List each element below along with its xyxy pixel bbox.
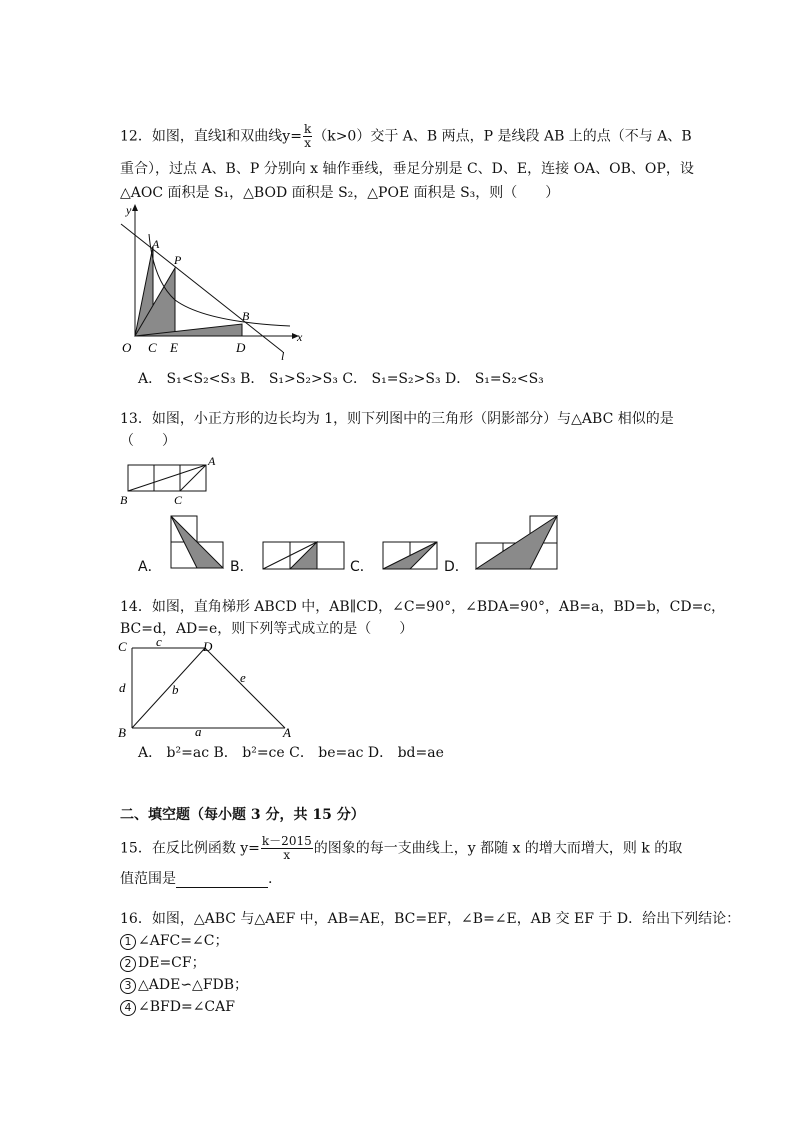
circled-number: 3: [120, 978, 136, 994]
q16-item-2: 2 DE=CF；: [120, 954, 206, 972]
q12-options: A． S₁<S₂<S₃ B． S₁>S₂>S₃ C． S₁=S₂>S₃ D． S₁=S₂<S₃: [138, 371, 544, 387]
q16-item-1: 1 ∠AFC=∠C；: [120, 932, 228, 950]
fig-label-b: B: [242, 309, 250, 323]
segment-bd: [132, 648, 205, 728]
fig-label-a-side: a: [195, 724, 202, 739]
side-ba: [128, 465, 206, 491]
circled-number: 1: [120, 934, 136, 950]
grid-cell: [263, 542, 290, 569]
circled-number: 4: [120, 1000, 136, 1016]
q13-option-d-figure: [475, 515, 559, 571]
fig-label-o: O: [122, 340, 132, 355]
q13-line2: （ ）: [120, 433, 176, 449]
fig-label-p: P: [174, 253, 182, 267]
q14-options: A． b²=ac B． b²=ce C． be=ac D． bd=ae: [138, 745, 444, 761]
q12-line2: 重合），过点 A、B、P 分别向 x 轴作垂线，垂足分别是 C、D、E，连接 OA、OB、OP，设: [120, 161, 694, 177]
fig-label-e-side: e: [240, 670, 246, 685]
q13-option-a-label: A．: [138, 559, 162, 575]
q14-line1: 14．如图，直角梯形 ABCD 中，AB∥CD，∠C=90°，∠BDA=90°，AB=a，BD=b，CD=c，: [120, 599, 726, 615]
q12-fraction: $\frac{k}{x}$: [303, 122, 312, 150]
segment-da: [205, 648, 285, 728]
fig-label-d: D: [203, 639, 213, 654]
q16-item-4: 4 ∠BFD=∠CAF: [120, 998, 235, 1016]
y-axis-arrow: [132, 204, 138, 211]
fig-label-b: B: [118, 725, 126, 740]
fig-label-a: A: [208, 455, 216, 468]
fig-label-y: y: [126, 203, 132, 217]
q12-line1: 12．如图，直线l和双曲线y= $\frac{k}{x}$ （k>0）交于 A、B 两点，P 是线段 AB 上的点（不与 A、B: [120, 122, 692, 150]
q13-option-d-label: D．: [444, 559, 469, 575]
section-heading: 二、填空题（每小题 3 分，共 15 分）: [120, 807, 365, 823]
fig-label-b: B: [120, 493, 128, 507]
fig-label-c: C: [118, 639, 127, 654]
fig-label-c: C: [174, 493, 183, 507]
answer-blank[interactable]: [176, 873, 268, 888]
fig-label-l: l: [281, 349, 285, 363]
q13-option-b-figure: [262, 541, 346, 571]
fig-label-c-side: c: [156, 636, 162, 649]
circled-number: 2: [120, 956, 136, 972]
fig-label-d-side: d: [119, 680, 126, 695]
triangle-poe: [135, 268, 175, 336]
q13-reference-figure: [118, 455, 228, 510]
q12-figure: [115, 200, 315, 365]
q16-line1: 16．如图，△ABC 与△AEF 中，AB=AE，BC=EF，∠B=∠E，AB 交 EF 于 D．给出下列结论：: [120, 911, 741, 927]
q13-option-b-label: B．: [230, 559, 254, 575]
fig-label-d: D: [236, 340, 246, 355]
grid-cell: [317, 542, 344, 569]
q13-option-c-figure: [382, 541, 440, 571]
fig-label-x: x: [297, 330, 303, 344]
q12-line3: △AOC 面积是 S₁，△BOD 面积是 S₂，△POE 面积是 S₃，则（ ）: [120, 185, 560, 201]
q13-line1: 13．如图，小正方形的边长均为 1，则下列图中的三角形（阴影部分）与△ABC 相似的是: [120, 411, 674, 427]
q15-fraction: $\frac{k-2015}{x}$: [261, 834, 312, 862]
fig-label-a: A: [152, 237, 160, 251]
fig-label-c: C: [148, 340, 157, 355]
fig-label-a: A: [283, 725, 291, 740]
fig-label-b-side: b: [172, 682, 179, 697]
q14-figure: [115, 636, 300, 741]
q13-option-a-figure: [170, 515, 226, 571]
q15-line2: 值范围是 .: [120, 871, 273, 887]
q15-line1: 15．在反比例函数 y= $\frac{k-2015}{x}$ 的图象的每一支曲线上，y 都随 x 的增大而增大，则 k 的取: [120, 834, 683, 862]
q14-line2: BC=d，AD=e，则下列等式成立的是（ ）: [120, 621, 414, 637]
fig-label-e: E: [170, 340, 178, 355]
q16-item-3: 3 △ADE∽△FDB；: [120, 976, 248, 994]
q13-option-c-label: C．: [350, 559, 374, 575]
shaded-triangle: [290, 542, 317, 569]
